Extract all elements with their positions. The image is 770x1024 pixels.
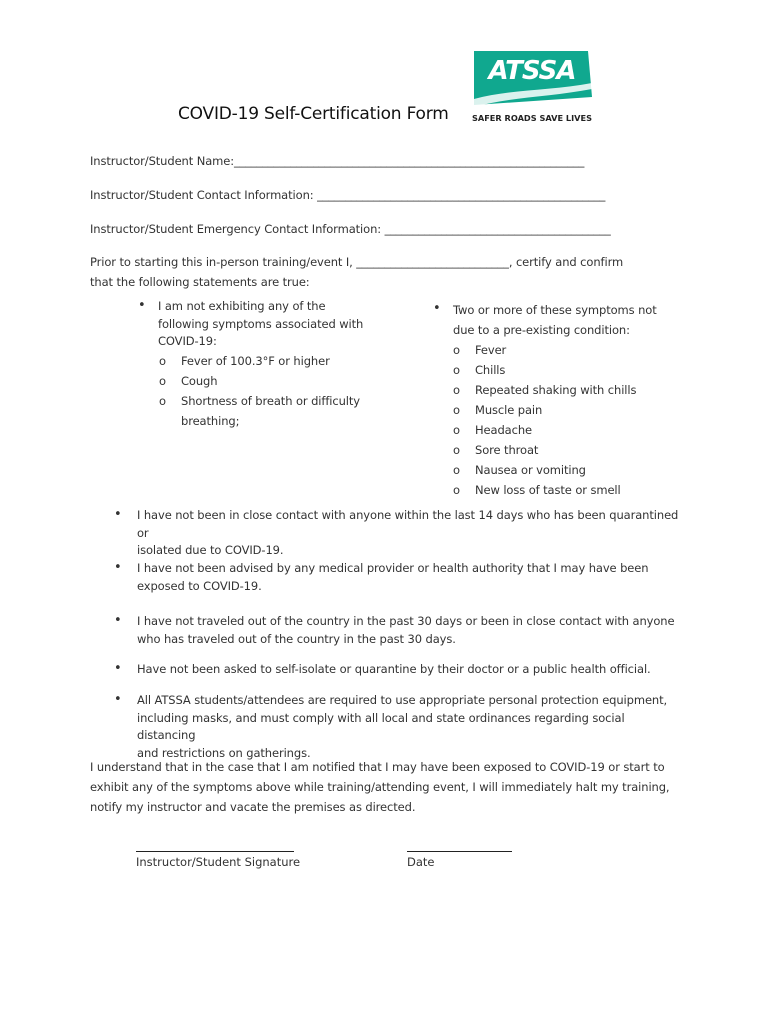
lead-line: due to a pre-existing condition: [453,323,630,337]
form-title: COVID-19 Self-Certification Form [178,104,449,124]
statement-line: notify my instructor and vacate the premises as directed. [90,800,416,814]
sub-bullet-icon: o [159,353,166,368]
bullet-line: I have not been advised by any medical provider or health authority that I may have been [137,561,649,575]
list-item [453,440,693,460]
statement-bullet [114,507,682,560]
bullet-line: I have not been in close contact with anyone within the last 14 days who has been quarantined or [137,508,679,540]
bullet-line: who has traveled out of the country in the past 30 days. [137,631,456,646]
bullet-icon: • [138,298,146,313]
bullet-icon: • [114,613,122,628]
list-item [159,391,388,411]
list-item [453,360,693,380]
list-item-label: Nausea or vomiting [475,463,586,477]
statement-line: exhibit any of the symptoms above while training/attending event, I will immediately halt my training, [90,780,670,794]
list-item [453,380,693,400]
bullet-icon: • [114,692,122,707]
date-line[interactable] [407,851,512,852]
lead-line: COVID-19: [158,334,217,348]
list-item [453,400,693,420]
sub-bullet-icon: o [453,443,460,457]
bullet-line: isolated due to COVID-19. [137,543,284,557]
intro-line: that the following statements are true: [90,274,310,289]
list-item [453,420,693,440]
sub-bullet-icon: o [159,393,166,408]
atssa-logo [470,45,594,127]
list-item-label: Shortness of breath or difficulty [181,393,360,408]
right-symptom-column [433,300,693,500]
list-item [453,460,693,480]
bullet-line: I have not traveled out of the country in the past 30 days or been in close contact with anyone [137,614,675,628]
intro-line: Prior to starting this in-person training/event I, ___________________________, certify and confirm [90,255,624,269]
right-lead [433,300,693,340]
sub-bullet-icon: o [453,403,460,417]
bullet-line: and restrictions on gatherings. [137,745,311,760]
bullet-icon: • [433,301,441,316]
list-item-label: Muscle pain [475,403,543,417]
bullet-icon: • [114,507,122,522]
lead-line: I am not exhibiting any of the [158,299,326,313]
bullet-line: including masks, and must comply with all local and state ordinances regarding social distancing [137,710,625,742]
list-item [453,340,693,360]
logo-wordmark: ATSSA [488,56,576,86]
list-item-label: New loss of taste or smell [475,483,621,497]
statement-bullet [114,560,682,595]
bullet-line: All ATSSA students/attendees are required to use appropriate personal protection equipment, [137,693,668,707]
sub-bullet-icon: o [453,483,460,497]
emergency-contact-field: Instructor/Student Emergency Contact Information: ________________________________________ [90,222,611,236]
bullet-icon: • [114,661,122,676]
sub-bullet-icon: o [453,423,460,437]
signature-line[interactable] [136,851,294,852]
date-label: Date [407,855,435,869]
list-item-label: Fever of 100.3°F or higher [181,353,330,368]
sub-bullet-icon: o [453,363,460,377]
name-field: Instructor/Student Name:______________________________________________________________ [90,154,585,168]
statement-bullet [114,613,682,648]
list-item [453,480,693,500]
intro-paragraph [90,253,623,292]
lead-line: Two or more of these symptoms not [453,303,657,317]
list-item-label: Fever [475,343,507,357]
list-item [159,371,388,391]
bullet-icon: • [114,560,122,575]
left-lead [138,298,388,351]
right-sub-list [453,340,693,500]
statement-bullet [114,661,682,679]
signature-label: Instructor/Student Signature [136,855,301,869]
list-item-label: Repeated shaking with chills [475,383,637,397]
statement-line: I understand that in the case that I am notified that I may have been exposed to COVID-19 or start to [90,760,665,774]
list-item-label: Headache [475,423,533,437]
list-item-continuation: breathing; [181,413,240,428]
acknowledgement-paragraph [90,757,670,817]
statement-bullet [114,692,682,762]
logo-tagline: SAFER ROADS SAVE LIVES [471,113,593,123]
bullet-line: Have not been asked to self-isolate or quarantine by their doctor or a public health official. [137,662,651,676]
bullet-line: exposed to COVID-19. [137,578,262,593]
list-item-label: Sore throat [475,443,539,457]
left-sub-list [158,351,388,431]
sub-bullet-icon: o [453,343,460,357]
sub-bullet-icon: o [453,463,460,477]
sub-bullet-icon: o [453,383,460,397]
left-symptom-column [138,298,388,431]
list-item-label: Cough [181,373,218,388]
sub-bullet-icon: o [159,373,166,388]
contact-field: Instructor/Student Contact Information: ___________________________________________________ [90,188,606,202]
list-item-label: Chills [475,363,506,377]
list-item [159,351,388,371]
lead-line: following symptoms associated with [158,316,364,331]
